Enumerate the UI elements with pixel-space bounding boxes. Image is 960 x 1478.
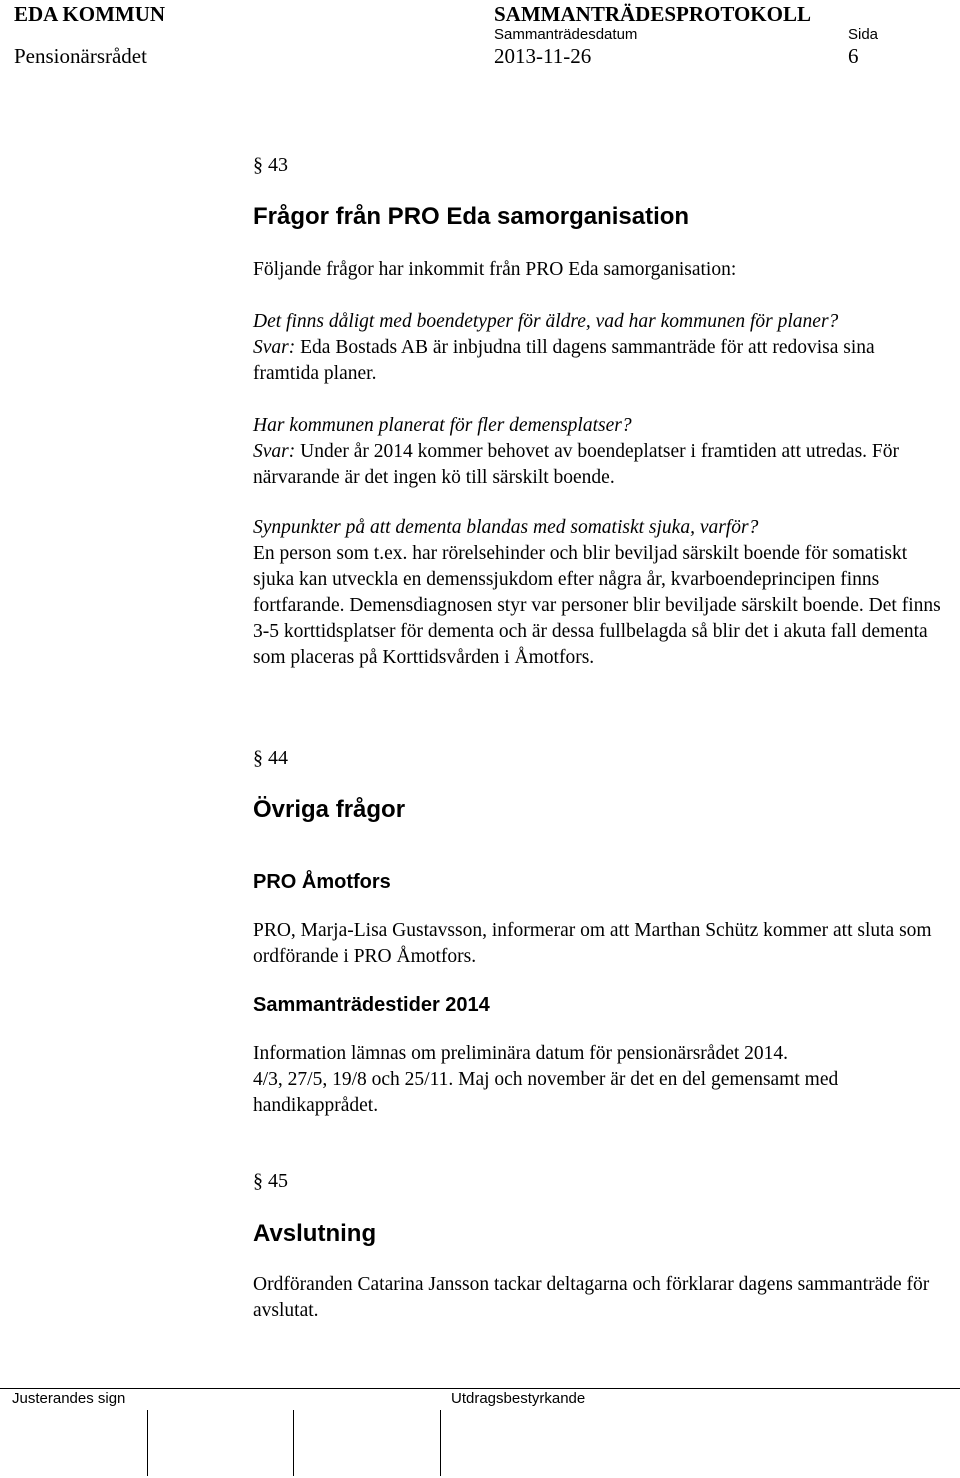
section-heading: Frågor från PRO Eda samorganisation <box>253 203 690 230</box>
signature-box-divider <box>147 1410 148 1476</box>
document-type-title: SAMMANTRÄDESPROTOKOLL <box>494 2 811 26</box>
paragraph-number: § 45 <box>253 1170 288 1192</box>
paragraph-number: § 43 <box>253 154 288 176</box>
signature-box-divider <box>440 1410 441 1476</box>
section-heading: Övriga frågor <box>253 796 406 823</box>
question-answer-block <box>253 309 943 387</box>
page-number: 6 <box>848 44 859 68</box>
answer-prefix: Svar: <box>253 441 296 462</box>
paragraph-number: § 44 <box>253 747 288 769</box>
subsection-heading: Sammanträdestider 2014 <box>253 994 490 1016</box>
answer-text: En person som t.ex. har rörelsehinder och blir beviljad särskilt boende för somatiskt sjuka kan utveckla en demenssjukdom efter några år, kvarboendeprincipen finns fortfarande. Demensdiagnosen styr var personer blir beviljade särskilt boende. Det finns 3-5 korttidsplatser för dementa och är dessa fullbelagda så blir det i akuta fall dementa som placeras på Korttidsvården i Åmotfors. <box>253 543 941 668</box>
council-name: Pensionärsrådet <box>14 44 147 68</box>
municipality-name: EDA KOMMUN <box>14 2 166 26</box>
footer-divider <box>0 1388 960 1389</box>
subsection-text <box>253 1041 943 1119</box>
text-line: 4/3, 27/5, 19/8 och 25/11. Maj och november är det en del gemensamt med handikapprådet. <box>253 1069 839 1116</box>
subsection-heading: PRO Åmotfors <box>253 871 391 893</box>
question-text: Synpunkter på att dementa blandas med somatiskt sjuka, varför? <box>253 517 759 538</box>
subsection-text: PRO, Marja-Lisa Gustavsson, informerar om att Marthan Schütz kommer att sluta som ordförande i PRO Åmotfors. <box>253 920 932 967</box>
answer-prefix: Svar: <box>253 337 296 358</box>
section-text: Ordföranden Catarina Jansson tackar deltagarna och förklarar dagens sammanträde för avslutat. <box>253 1274 930 1321</box>
certification-label: Utdragsbestyrkande <box>451 1390 586 1407</box>
section-intro: Följande frågor har inkommit från PRO Eda samorganisation: <box>253 259 737 280</box>
answer-text: Eda Bostads AB är inbjudna till dagens sammanträde för att redovisa sina framtida planer. <box>253 337 875 384</box>
question-text: Det finns dåligt med boendetyper för äldre, vad har kommunen för planer? <box>253 311 839 332</box>
question-answer-block <box>253 413 943 491</box>
signature-box-divider <box>293 1410 294 1476</box>
text-line: Information lämnas om preliminära datum för pensionärsrådet 2014. <box>253 1043 789 1064</box>
answer-text: Under år 2014 kommer behovet av boendeplatser i framtiden att utredas. För närvarande är det ingen kö till särskilt boende. <box>253 441 900 488</box>
section-heading: Avslutning <box>253 1220 377 1247</box>
signature-label: Justerandes sign <box>12 1390 126 1407</box>
question-text: Har kommunen planerat för fler demensplatser? <box>253 415 632 436</box>
meeting-date-label: Sammanträdesdatum <box>494 26 638 43</box>
question-answer-block <box>253 515 943 671</box>
page-label: Sida <box>848 26 879 43</box>
meeting-date: 2013-11-26 <box>494 44 592 68</box>
